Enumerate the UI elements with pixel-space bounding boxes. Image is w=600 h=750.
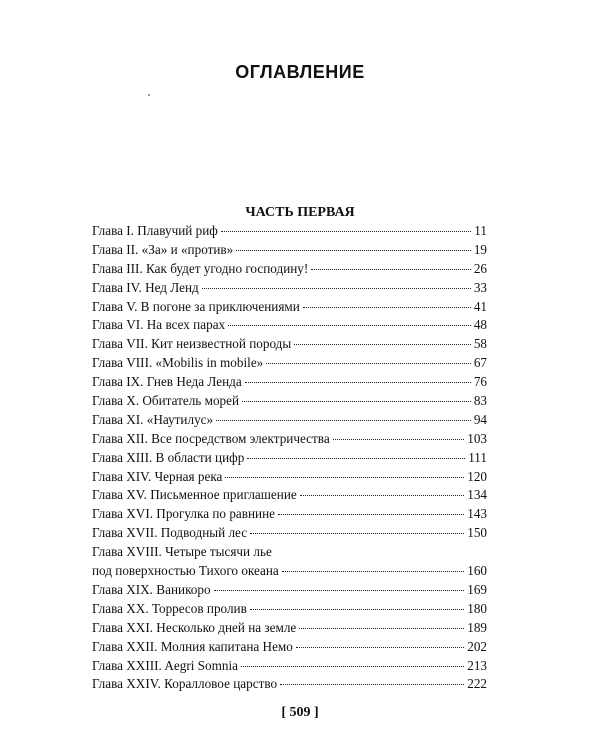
page-number: 180 <box>467 600 487 616</box>
page-number: 41 <box>473 298 487 314</box>
chapter-title: Глава XIX. Ваникоро <box>92 581 211 597</box>
dot-leader <box>247 457 465 459</box>
page-number: 189 <box>467 619 487 635</box>
dot-leader <box>236 249 471 251</box>
chapter-title: Глава XIII. В области цифр <box>92 449 245 465</box>
page-number: 58 <box>473 336 487 352</box>
toc-entry <box>92 524 487 543</box>
page-number: 76 <box>473 374 487 390</box>
dot-leader <box>202 287 471 289</box>
chapter-title: Глава XI. «Наутилус» <box>92 411 214 427</box>
page-number: 222 <box>467 676 487 692</box>
chapter-title: Глава XXI. Несколько дней на земле <box>92 619 297 635</box>
page-number: 103 <box>467 430 487 446</box>
page-number: 48 <box>473 317 487 333</box>
table-of-contents <box>92 222 487 694</box>
chapter-title: Глава X. Обитатель морей <box>92 393 240 409</box>
page-number: 213 <box>467 657 487 673</box>
chapter-title: Глава XXIV. Коралловое царство <box>92 676 278 692</box>
page-number: 134 <box>467 487 487 503</box>
toc-entry <box>92 430 487 449</box>
toc-entry <box>92 222 487 241</box>
toc-entry <box>92 449 487 468</box>
chapter-title: Глава XX. Торресов пролив <box>92 600 247 616</box>
page-number: 19 <box>473 241 487 257</box>
toc-entry <box>92 316 487 335</box>
chapter-title: Глава XVII. Подводный лес <box>92 525 248 541</box>
page-number: 33 <box>473 279 487 295</box>
dot-leader <box>300 494 464 496</box>
dot-leader <box>303 306 471 308</box>
chapter-title-continuation-line <box>92 562 487 581</box>
dot-leader <box>250 532 464 534</box>
dot-leader <box>280 683 464 685</box>
page-number: 160 <box>467 563 487 579</box>
chapter-title: Глава V. В погоне за приключениями <box>92 298 300 314</box>
page-number: 143 <box>467 506 487 522</box>
chapter-title: Глава VII. Кит неизвестной породы <box>92 336 292 352</box>
page-number: 11 <box>474 223 487 238</box>
chapter-title: Глава II. «За» и «против» <box>92 241 234 257</box>
toc-entry <box>92 638 487 657</box>
toc-entry <box>92 543 487 581</box>
toc-entry <box>92 279 487 298</box>
dot-leader <box>333 438 465 440</box>
chapter-title: Глава I. Плавучий риф <box>92 223 218 238</box>
dot-leader <box>282 570 464 572</box>
chapter-title: Глава VIII. «Mobilis in mobile» <box>92 355 264 371</box>
chapter-title: Глава XXII. Молния капитана Немо <box>92 638 293 654</box>
dot-leader <box>221 230 471 232</box>
dot-leader <box>278 513 464 515</box>
page-title: ОГЛАВЛЕНИЕ <box>235 62 365 82</box>
page-number: 94 <box>473 411 487 427</box>
chapter-title: Глава XV. Письменное приглашение <box>92 487 297 503</box>
toc-entry <box>92 354 487 373</box>
toc-entry <box>92 373 487 392</box>
dot-leader <box>299 627 464 629</box>
dot-leader <box>266 362 471 364</box>
page-number: 67 <box>473 355 487 371</box>
dot-leader <box>250 608 464 610</box>
toc-entry <box>92 298 487 317</box>
dot-leader <box>228 324 471 326</box>
toc-entry <box>92 335 487 354</box>
dot-leader <box>225 476 464 478</box>
toc-entry <box>92 581 487 600</box>
chapter-title-continuation: под поверхностью Тихого океана <box>92 563 279 579</box>
dot-leader <box>242 400 471 402</box>
toc-entry <box>92 392 487 411</box>
toc-entry <box>92 600 487 619</box>
chapter-title: Глава XII. Все посредством электричества <box>92 430 330 446</box>
toc-entry <box>92 657 487 676</box>
chapter-title: Глава XXIII. Aegri Somnia <box>92 657 238 673</box>
dot-leader <box>241 665 464 667</box>
page-number: 120 <box>467 468 487 484</box>
dot-leader <box>294 343 471 345</box>
chapter-title: Глава IV. Нед Ленд <box>92 279 199 295</box>
toc-entry <box>92 505 487 524</box>
dot-leader <box>311 268 471 270</box>
page-number: 169 <box>467 581 487 597</box>
dot-leader <box>245 381 471 383</box>
dot-leader <box>214 589 465 591</box>
page-number: 150 <box>467 525 487 541</box>
page-folio: [ 509 ] <box>281 705 319 720</box>
toc-entry <box>92 260 487 279</box>
toc-entry <box>92 241 487 260</box>
dot-leader <box>296 646 464 648</box>
toc-entry <box>92 675 487 694</box>
chapter-title: Глава XVIII. Четыре тысячи лье <box>92 544 272 560</box>
chapter-title: Глава IX. Гнев Неда Ленда <box>92 374 242 390</box>
chapter-title: Глава XIV. Черная река <box>92 468 223 484</box>
page-number: 26 <box>473 260 487 276</box>
chapter-title: Глава VI. На всех парах <box>92 317 226 333</box>
chapter-title: Глава XVI. Прогулка по равнине <box>92 506 276 522</box>
page-number: 202 <box>467 638 487 654</box>
page-number: 111 <box>468 449 487 465</box>
toc-entry <box>92 411 487 430</box>
part-heading: ЧАСТЬ ПЕРВАЯ <box>245 205 355 220</box>
toc-entry <box>92 468 487 487</box>
chapter-title: Глава III. Как будет угодно господину! <box>92 260 309 276</box>
page-number: 83 <box>473 393 487 409</box>
toc-entry <box>92 619 487 638</box>
toc-entry <box>92 486 487 505</box>
dot-leader <box>216 419 471 421</box>
print-speck <box>148 94 150 96</box>
